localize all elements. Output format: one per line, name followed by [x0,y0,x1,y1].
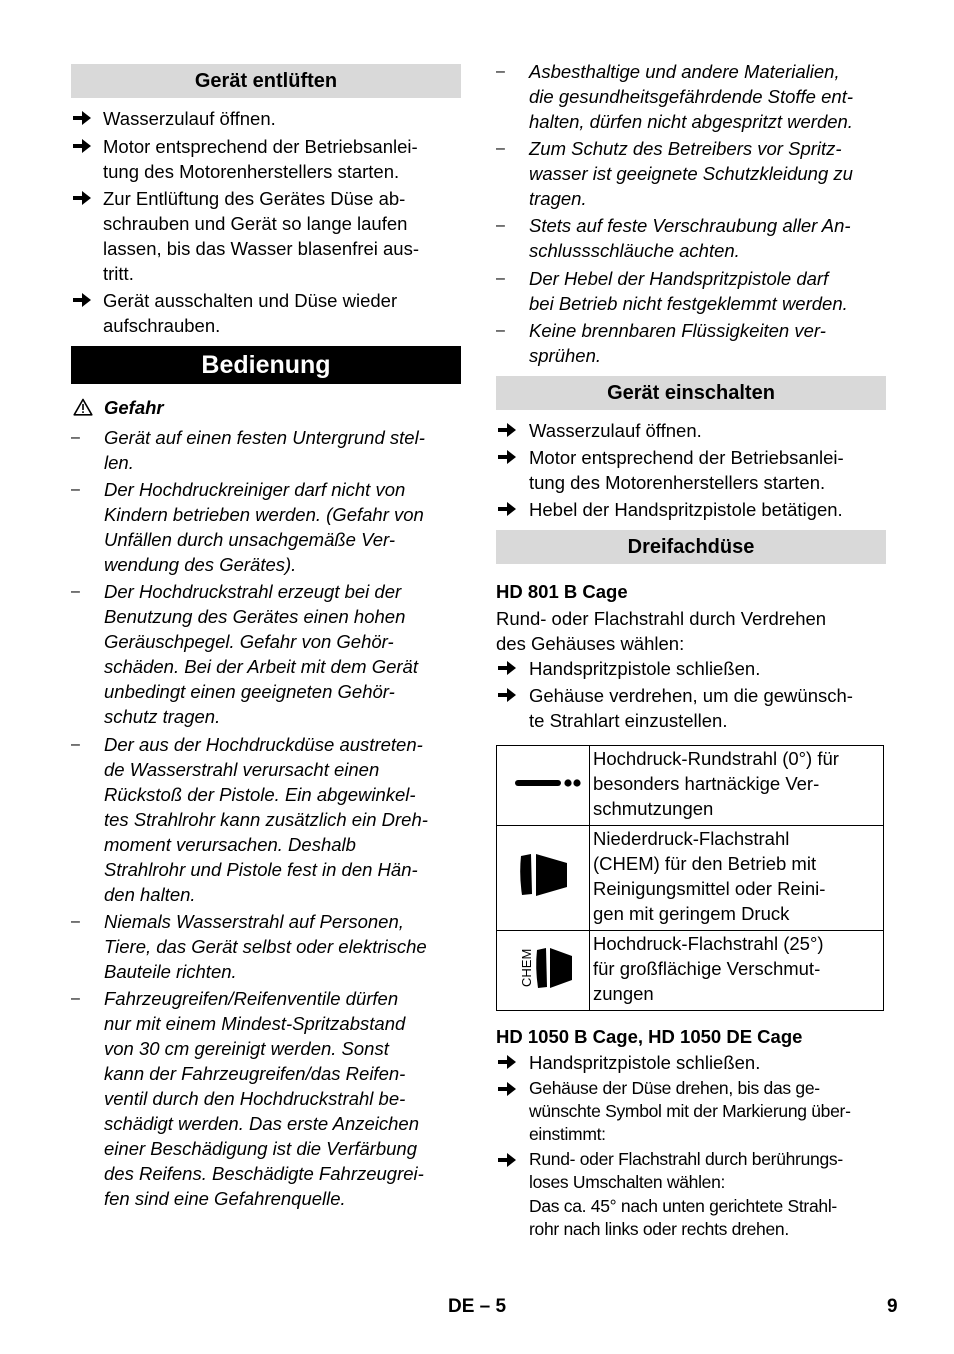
list-line: tung des Motorenherstellers starten. [529,472,826,493]
table-row [497,746,884,826]
warning-line: sprühen. [529,345,601,366]
warning-line: schädigt werden. Das erste Anzeichen [104,1113,420,1134]
table-row [497,931,884,1011]
arrow-bullet-icon [71,109,93,127]
warning-line: Geräuschpegel. Gefahr von Gehör- [104,631,394,652]
dash-bullet: – [496,270,505,287]
dash-bullet: – [496,63,505,80]
warning-line: Rückstoß der Pistole. Ein abgewinkel- [104,784,416,805]
list-line: wünschte Symbol mit der Markierung über- [529,1101,851,1121]
warning-line: moment verursachen. Deshalb [104,834,356,855]
warning-line: Tiere, das Gerät selbst oder elektrische [104,936,427,957]
warning-line: ventil durch den Hochdruckstrahl be- [104,1088,406,1109]
table-cell-symbol [497,746,590,826]
section-heading-dreifachduese: Dreifachdüse [496,530,886,564]
warning-line: tragen. [529,188,587,209]
warning-line: wasser ist geeignete Schutzkleidung zu [529,163,853,184]
arrow-bullet-icon [496,686,518,704]
list-line: einstimmt: [529,1124,606,1144]
list-line: Gerät ausschalten und Düse wieder [103,290,398,311]
warning-line: halten, dürfen nicht abgespritzt werden. [529,111,853,132]
dash-bullet: – [496,322,505,339]
table-cell-description: Hochdruck-Flachstrahl (25°) für großflächige Verschmut- zungen [590,931,884,1011]
warning-line: bei Betrieb nicht festgeklemmt werden. [529,293,848,314]
chem-flat-jet-icon [503,940,583,996]
list-line: Das ca. 45° nach unten gerichtete Strahl- [529,1196,837,1216]
chem-label: CHEM [519,948,534,987]
list-line: loses Umschalten wählen: [529,1172,726,1192]
arrow-bullet-icon [71,189,93,207]
table-cell-symbol [497,931,590,1011]
arrow-bullet-icon [496,500,518,518]
list-line: aufschrauben. [103,315,221,336]
warning-line: wendung des Gerätes). [104,554,297,575]
dash-bullet: – [496,217,505,234]
warning-line: Unfällen durch unsachgemäße Ver- [104,529,396,550]
arrow-bullet-icon [496,1053,518,1071]
warning-line: Stets auf feste Verschraubung aller An- [529,215,851,236]
warning-line: fen sind eine Gefahrenquelle. [104,1188,346,1209]
warning-line: Benutzung des Gerätes einen hohen [104,606,406,627]
warning-line: einer Beschädigung ist die Verfärbung [104,1138,417,1159]
warning-line: schäden. Bei der Arbeit mit dem Gerät [104,656,418,677]
warning-line: Asbesthaltige und andere Materialien, [529,61,840,82]
list-line: te Strahlart einzustellen. [529,710,728,731]
list-line: Hebel der Handspritzpistole betätigen. [529,499,843,520]
warning-line: Gerät auf einen festen Untergrund stel- [104,427,425,448]
table-cell-description: Niederdruck-Flachstrahl (CHEM) für den Betrieb mit Reinigungsmittel oder Reini- gen mit geringem Druck [590,826,884,931]
warning-line: die gesundheitsgefährdende Stoffe ent- [529,86,853,107]
footer-section-label: DE – 5 [448,1296,507,1317]
arrow-bullet-icon [496,1151,518,1169]
warning-line: de Wasserstrahl verursacht einen [104,759,380,780]
dash-bullet: – [71,913,80,930]
warning-line: des Reifens. Beschädigte Fahrzeugrei- [104,1163,424,1184]
list-line: tung des Motorenherstellers starten. [103,161,400,182]
table-cell-description: Hochdruck-Rundstrahl (0°) für besonders hartnäckige Ver- schmutzungen [590,746,884,826]
model-heading-hd801: HD 801 B Cage [496,581,628,602]
list-line: rohr nach links oder rechts drehen. [529,1219,789,1239]
list-line: Rund- oder Flachstrahl durch berührungs- [529,1149,843,1169]
body-line: des Gehäuses wählen: [496,633,685,654]
dash-bullet: – [71,736,80,753]
page-number: 9 [887,1296,898,1317]
warning-line: den halten. [104,884,196,905]
warning-line: Der aus der Hochdruckdüse austreten- [104,734,423,755]
flat-jet-icon [503,850,583,900]
dash-bullet: – [71,429,80,446]
list-line: Gehäuse der Düse drehen, bis das ge- [529,1078,820,1098]
dash-bullet: – [496,140,505,157]
list-line: schrauben und Gerät so lange laufen [103,213,408,234]
nozzle-table [496,745,884,1011]
list-line: Wasserzulauf öffnen. [103,108,276,129]
list-line: Zur Entlüftung des Gerätes Düse ab- [103,188,406,209]
arrow-bullet-icon [496,448,518,466]
arrow-bullet-icon [71,137,93,155]
warning-line: Der Hochdruckstrahl erzeugt bei der [104,581,402,602]
arrow-bullet-icon [71,291,93,309]
warning-line: schlussschläuche achten. [529,240,740,261]
warning-line: Fahrzeugreifen/Reifenventile dürfen [104,988,399,1009]
round-jet-icon [503,768,583,798]
warning-line: Strahlrohr und Pistole fest in den Hän- [104,859,418,880]
section-heading-einschalten: Gerät einschalten [496,376,886,410]
warning-line: Kindern betrieben werden. (Gefahr von [104,504,424,525]
warning-line: nur mit einem Mindest-Spritzabstand [104,1013,406,1034]
body-line: Rund- oder Flachstrahl durch Verdrehen [496,608,827,629]
list-line: lassen, bis das Wasser blasenfrei aus- [103,238,420,259]
dash-bullet: – [71,481,80,498]
list-line: Motor entsprechend der Betriebsanlei- [103,136,418,157]
list-line: Motor entsprechend der Betriebsanlei- [529,447,844,468]
arrow-bullet-icon [496,421,518,439]
warning-line: Niemals Wasserstrahl auf Personen, [104,911,404,932]
warning-line: kann der Fahrzeugreifen/das Reifen- [104,1063,406,1084]
model-heading-hd1050: HD 1050 B Cage, HD 1050 DE Cage [496,1026,803,1047]
warning-triangle-icon [73,398,93,416]
warning-line: Keine brennbaren Flüssigkeiten ver- [529,320,826,341]
list-line: tritt. [103,263,134,284]
warning-line: von 30 cm gereinigt werden. Sonst [104,1038,389,1059]
section-heading-bedienung: Bedienung [71,346,461,384]
warning-line: tes Strahlrohr kann zusätzlich ein Dreh- [104,809,428,830]
table-cell-symbol [497,826,590,931]
gefahr-label: Gefahr [104,397,164,418]
warning-line: Der Hochdruckreiniger darf nicht von [104,479,406,500]
warning-line: Zum Schutz des Betreibers vor Spritz- [529,138,842,159]
table-row [497,826,884,931]
warning-line: unbedingt einen geeigneten Gehör- [104,681,395,702]
warning-line: len. [104,452,134,473]
arrow-bullet-icon [496,659,518,677]
dash-bullet: – [71,583,80,600]
warning-line: Bauteile richten. [104,961,237,982]
dash-bullet: – [71,990,80,1007]
warning-line: schutz tragen. [104,706,221,727]
list-line: Handspritzpistole schließen. [529,1052,761,1073]
list-line: Wasserzulauf öffnen. [529,420,702,441]
warning-line: Der Hebel der Handspritzpistole darf [529,268,829,289]
section-heading-entlueften: Gerät entlüften [71,64,461,98]
list-line: Handspritzpistole schließen. [529,658,761,679]
arrow-bullet-icon [496,1080,518,1098]
list-line: Gehäuse verdrehen, um die gewünsch- [529,685,853,706]
